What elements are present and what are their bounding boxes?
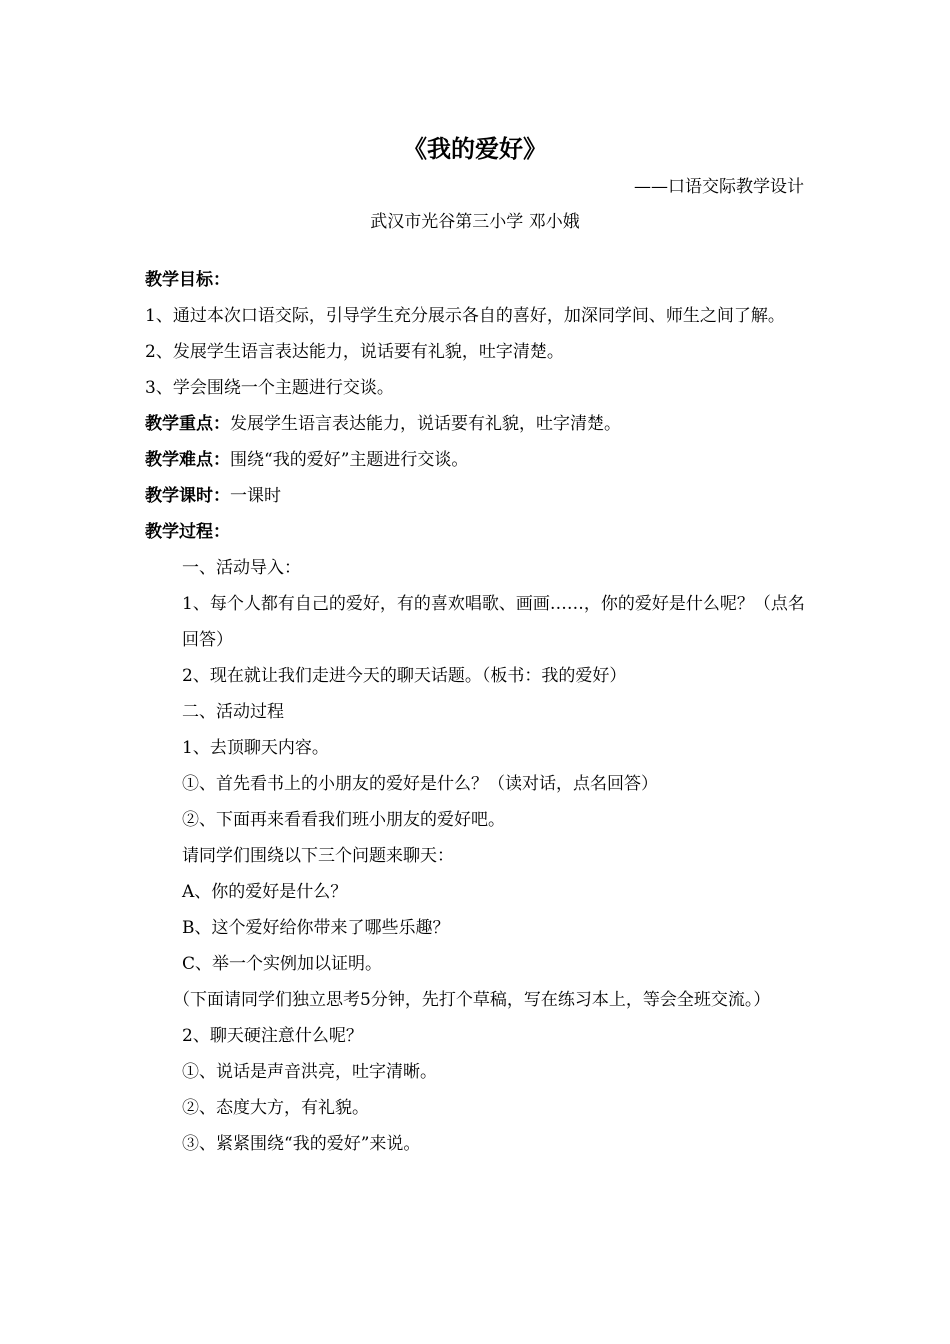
step1-title: 1、去顶聊天内容。 (182, 738, 329, 758)
duration-line (145, 478, 807, 514)
objectives-heading: 教学目标： (145, 270, 230, 290)
duration-label: 教学课时： (145, 486, 230, 506)
process-heading: 教学过程： (145, 522, 230, 542)
document-body (145, 262, 807, 1162)
step2-item-1: ①、说话是声音洪亮，吐字清晰。 (182, 1062, 437, 1082)
difficulty-label: 教学难点： (145, 450, 230, 470)
question-c: C、举一个实例加以证明。 (182, 954, 383, 974)
question-a: A、你的爱好是什么？ (182, 882, 348, 902)
question-b: B、这个爱好给你带来了哪些乐趣？ (182, 918, 450, 938)
step2-item-2: ②、态度大方，有礼貌。 (182, 1098, 369, 1118)
section1-item-1: 1、每个人都有自己的爱好，有的喜欢唱歌、画画……，你的爱好是什么呢？（点名回答） (182, 594, 805, 650)
section1-title: 一、活动导入： (182, 558, 301, 578)
section2-title: 二、活动过程 (182, 702, 284, 722)
difficulty-text: 围绕“我的爱好”主题进行交谈。 (230, 450, 469, 470)
key-point-line (145, 406, 807, 442)
step2-title: 2、聊天硬注意什么呢？ (182, 1026, 363, 1046)
step2-item-3: ③、紧紧围绕“我的爱好”来说。 (182, 1134, 421, 1154)
document-title: 《我的爱好》 (403, 135, 547, 163)
difficulty-line (145, 442, 807, 478)
key-point-text: 发展学生语言表达能力，说话要有礼貌，吐字清楚。 (230, 414, 621, 434)
step1-item-1: ①、首先看书上的小朋友的爱好是什么？（读对话，点名回答） (182, 774, 658, 794)
questions-intro: 请同学们围绕以下三个问题来聊天： (182, 846, 454, 866)
duration-text: 一课时 (230, 486, 281, 506)
step1-item-2: ②、下面再来看看我们班小朋友的爱好吧。 (182, 810, 505, 830)
objective-item-2: 2、发展学生语言表达能力，说话要有礼貌，吐字清楚。 (145, 342, 564, 362)
key-point-label: 教学重点： (145, 414, 230, 434)
instruction-note: （下面请同学们独立思考5分钟，先打个草稿，写在练习本上，等会全班交流。） (173, 990, 771, 1010)
section1-item-2: 2、现在就让我们走进今天的聊天话题。（板书：我的爱好） (182, 666, 627, 686)
document-subtitle: ——口语交际教学设计 (634, 177, 804, 197)
objective-item-1: 1、通过本次口语交际，引导学生充分展示各自的喜好，加深同学间、师生之间了解。 (145, 306, 785, 326)
objective-item-3: 3、学会围绕一个主题进行交谈。 (145, 378, 394, 398)
document-author: 武汉市光谷第三小学 邓小娥 (370, 212, 580, 232)
